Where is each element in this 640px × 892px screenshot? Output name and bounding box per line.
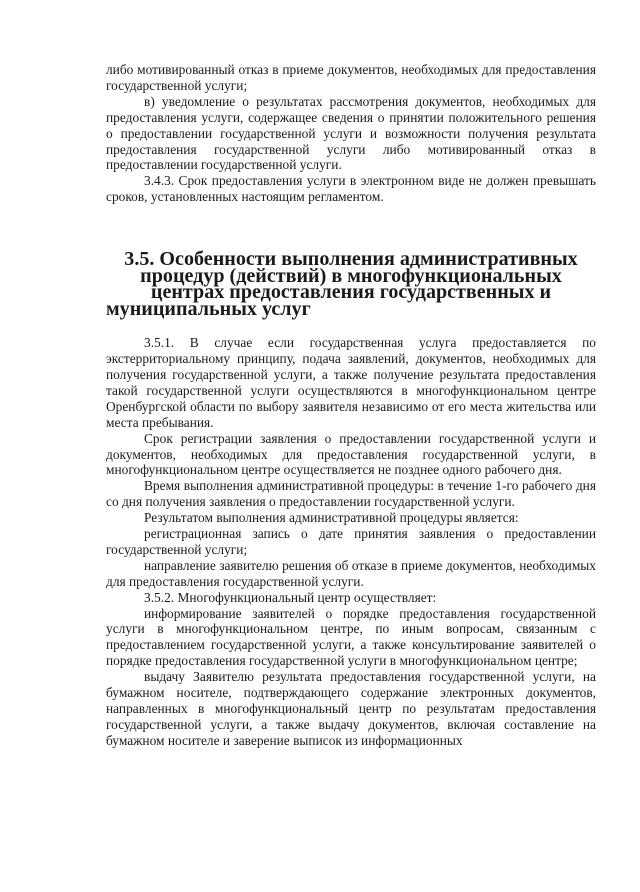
document-page [106,0,596,749]
paragraph-informing: информирование заявителей о порядке предоставления государственной услуги в многофункциональном центре, по иным вопросам, связанным с предоставлением государственной услуги, а также консультирование заявителей о порядке предоставления государственной услуги в многофункциональном центре; [106,605,596,669]
paragraph-3-5-1: 3.5.1. В случае если государственная услуга предоставляется по экстерриториальному принципу, подача заявлений, документов, необходимых для получения государственной услуги, а также получение результата предоставления такой государственной услуги осуществляются в многофункциональном центре Оренбургской области по выбору заявителя независимо от его места жительства или места пребывания. [106,335,596,430]
paragraph-registration-record: регистрационная запись о дате принятия заявления о предоставлении государственной услуги; [106,526,596,557]
paragraph-refusal-notice: направление заявителю решения об отказе в приеме документов, необходимых для предоставления государственной услуги. [106,557,596,589]
paragraph-registration-term: Срок регистрации заявления о предоставлении государственной услуги и документов, необходимых для предоставления государственной услуги, в многофункциональном центре осуществляется не позднее одного рабочего дня. [106,430,596,478]
paragraph-procedure-time: Время выполнения административной процедуры: в течение 1-го рабочего дня со дня получения заявления о предоставлении государственной услуги. [106,478,596,510]
section-heading-3-5: 3.5. Особенности выполнения административных процедур (действий) в многофункциональных центрах предоставления государственных и муниципальных услуг [106,248,578,320]
paragraph-procedure-result: Результатом выполнения административной процедуры является: [144,510,519,526]
paragraph-3-5-2: 3.5.2. Многофункциональный центр осуществляет: [144,589,437,605]
paragraph-3-4-3: 3.4.3. Срок предоставления услуги в электронном виде не должен превышать сроков, установленных настоящим регламентом. [106,173,596,205]
paragraph-item-v: в) уведомление о результатах рассмотрения документов, необходимых для предоставления услуги, содержащее сведения о принятии положительного решения о предоставлении государственной услуги и возможности получения результата предоставления государственной услуги либо мотивированный отказ в предоставлении государственной услуги. [106,93,596,173]
paragraph-issuance: выдачу Заявителю результата предоставления государственной услуги, на бумажном носителе, подтверждающего содержание электронных документов, направленных в многофункциональный центр по результатам предоставления государственной услуги, а также выдачу документов, включая составление на бумажном носителе и заверение выписок из информационных [106,669,596,748]
paragraph-continuation: либо мотивированный отказ в приеме документов, необходимых для предоставления государственной услуги; [106,62,596,93]
